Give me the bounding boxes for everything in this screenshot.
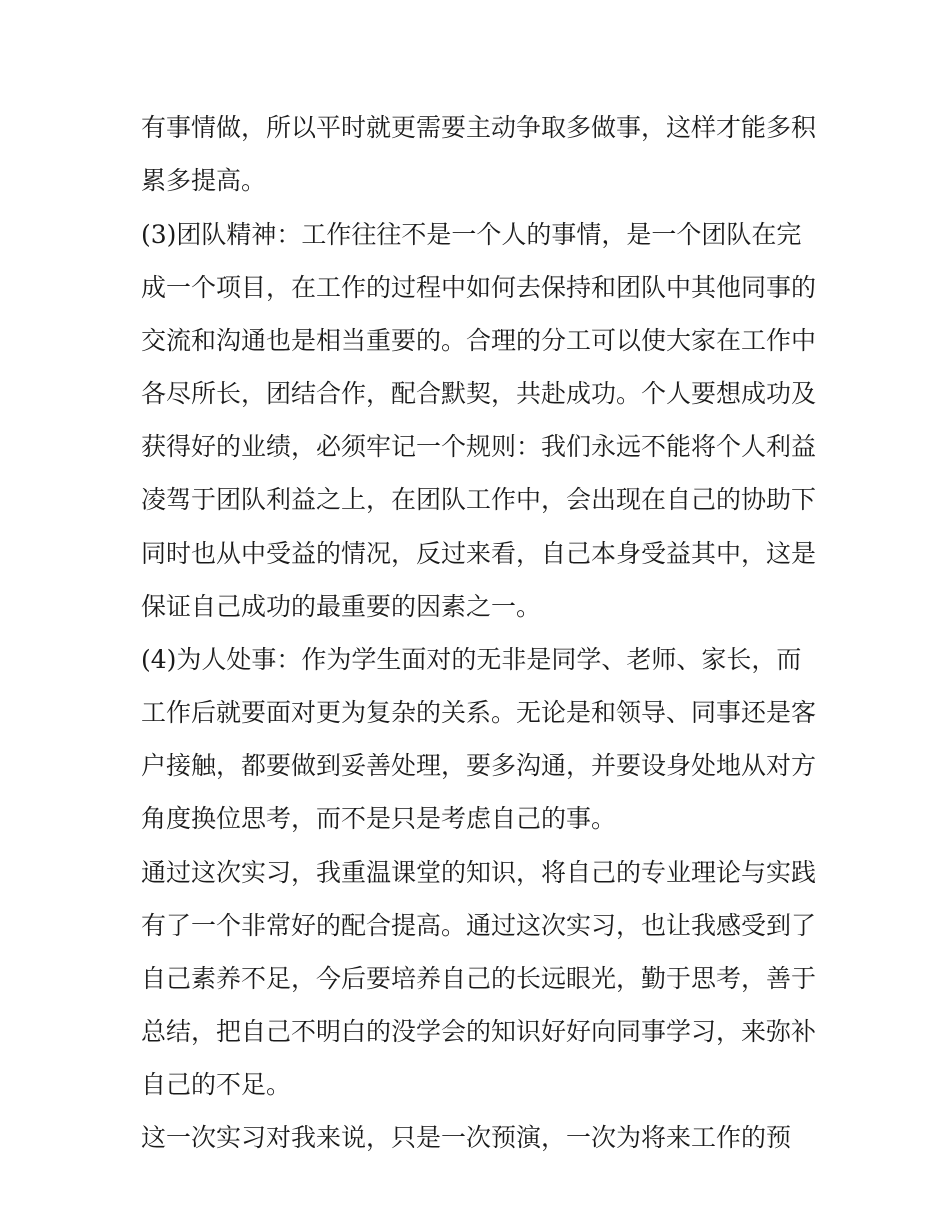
text-line-20: 这一次实习对我来说，只是一次预演，一次为将来工作的预	[141, 1123, 792, 1152]
text-line-15: 通过这次实习，我重温课堂的知识，将自己的专业理论与实践	[141, 858, 817, 887]
text-line-17: 自己素养不足，今后要培养自己的长远眼光，勤于思考，善于	[141, 964, 817, 993]
text-line-2: 累多提高。	[141, 166, 267, 195]
text-line-1: 有事情做，所以平时就更需要主动争取多做事，这样才能多积	[141, 113, 817, 142]
text-line-11: (4)为人处事：作为学生面对的无非是同学、老师、家长，而	[141, 645, 802, 674]
text-line-8: 凌驾于团队利益之上，在团队工作中，会出现在自己的协助下	[141, 485, 817, 514]
text-line-16: 有了一个非常好的配合提高。通过这次实习，也让我感受到了	[141, 911, 817, 940]
text-line-19: 自己的不足。	[141, 1070, 292, 1099]
text-line-5: 交流和沟通也是相当重要的。合理的分工可以使大家在工作中	[141, 326, 817, 355]
text-line-7: 获得好的业绩，必须牢记一个规则：我们永远不能将个人利益	[141, 432, 817, 461]
text-line-13: 户接触，都要做到妥善处理，要多沟通，并要设身处地从对方	[141, 751, 817, 780]
text-line-10: 保证自己成功的最重要的因素之一。	[141, 592, 542, 621]
text-line-4: 成一个项目，在工作的过程中如何去保持和团队中其他同事的	[141, 273, 817, 302]
text-line-18: 总结，把自己不明白的没学会的知识好好向同事学习，来弥补	[141, 1017, 817, 1046]
text-line-12: 工作后就要面对更为复杂的关系。无论是和领导、同事还是客	[141, 698, 817, 727]
text-line-3: (3)团队精神：工作往往不是一个人的事情，是一个团队在完	[141, 220, 802, 249]
text-line-14: 角度换位思考，而不是只是考虑自己的事。	[141, 804, 617, 833]
text-line-9: 同时也从中受益的情况，反过来看，自己本身受益其中，这是	[141, 539, 817, 568]
text-line-6: 各尽所长，团结合作，配合默契，共赴成功。个人要想成功及	[141, 379, 817, 408]
